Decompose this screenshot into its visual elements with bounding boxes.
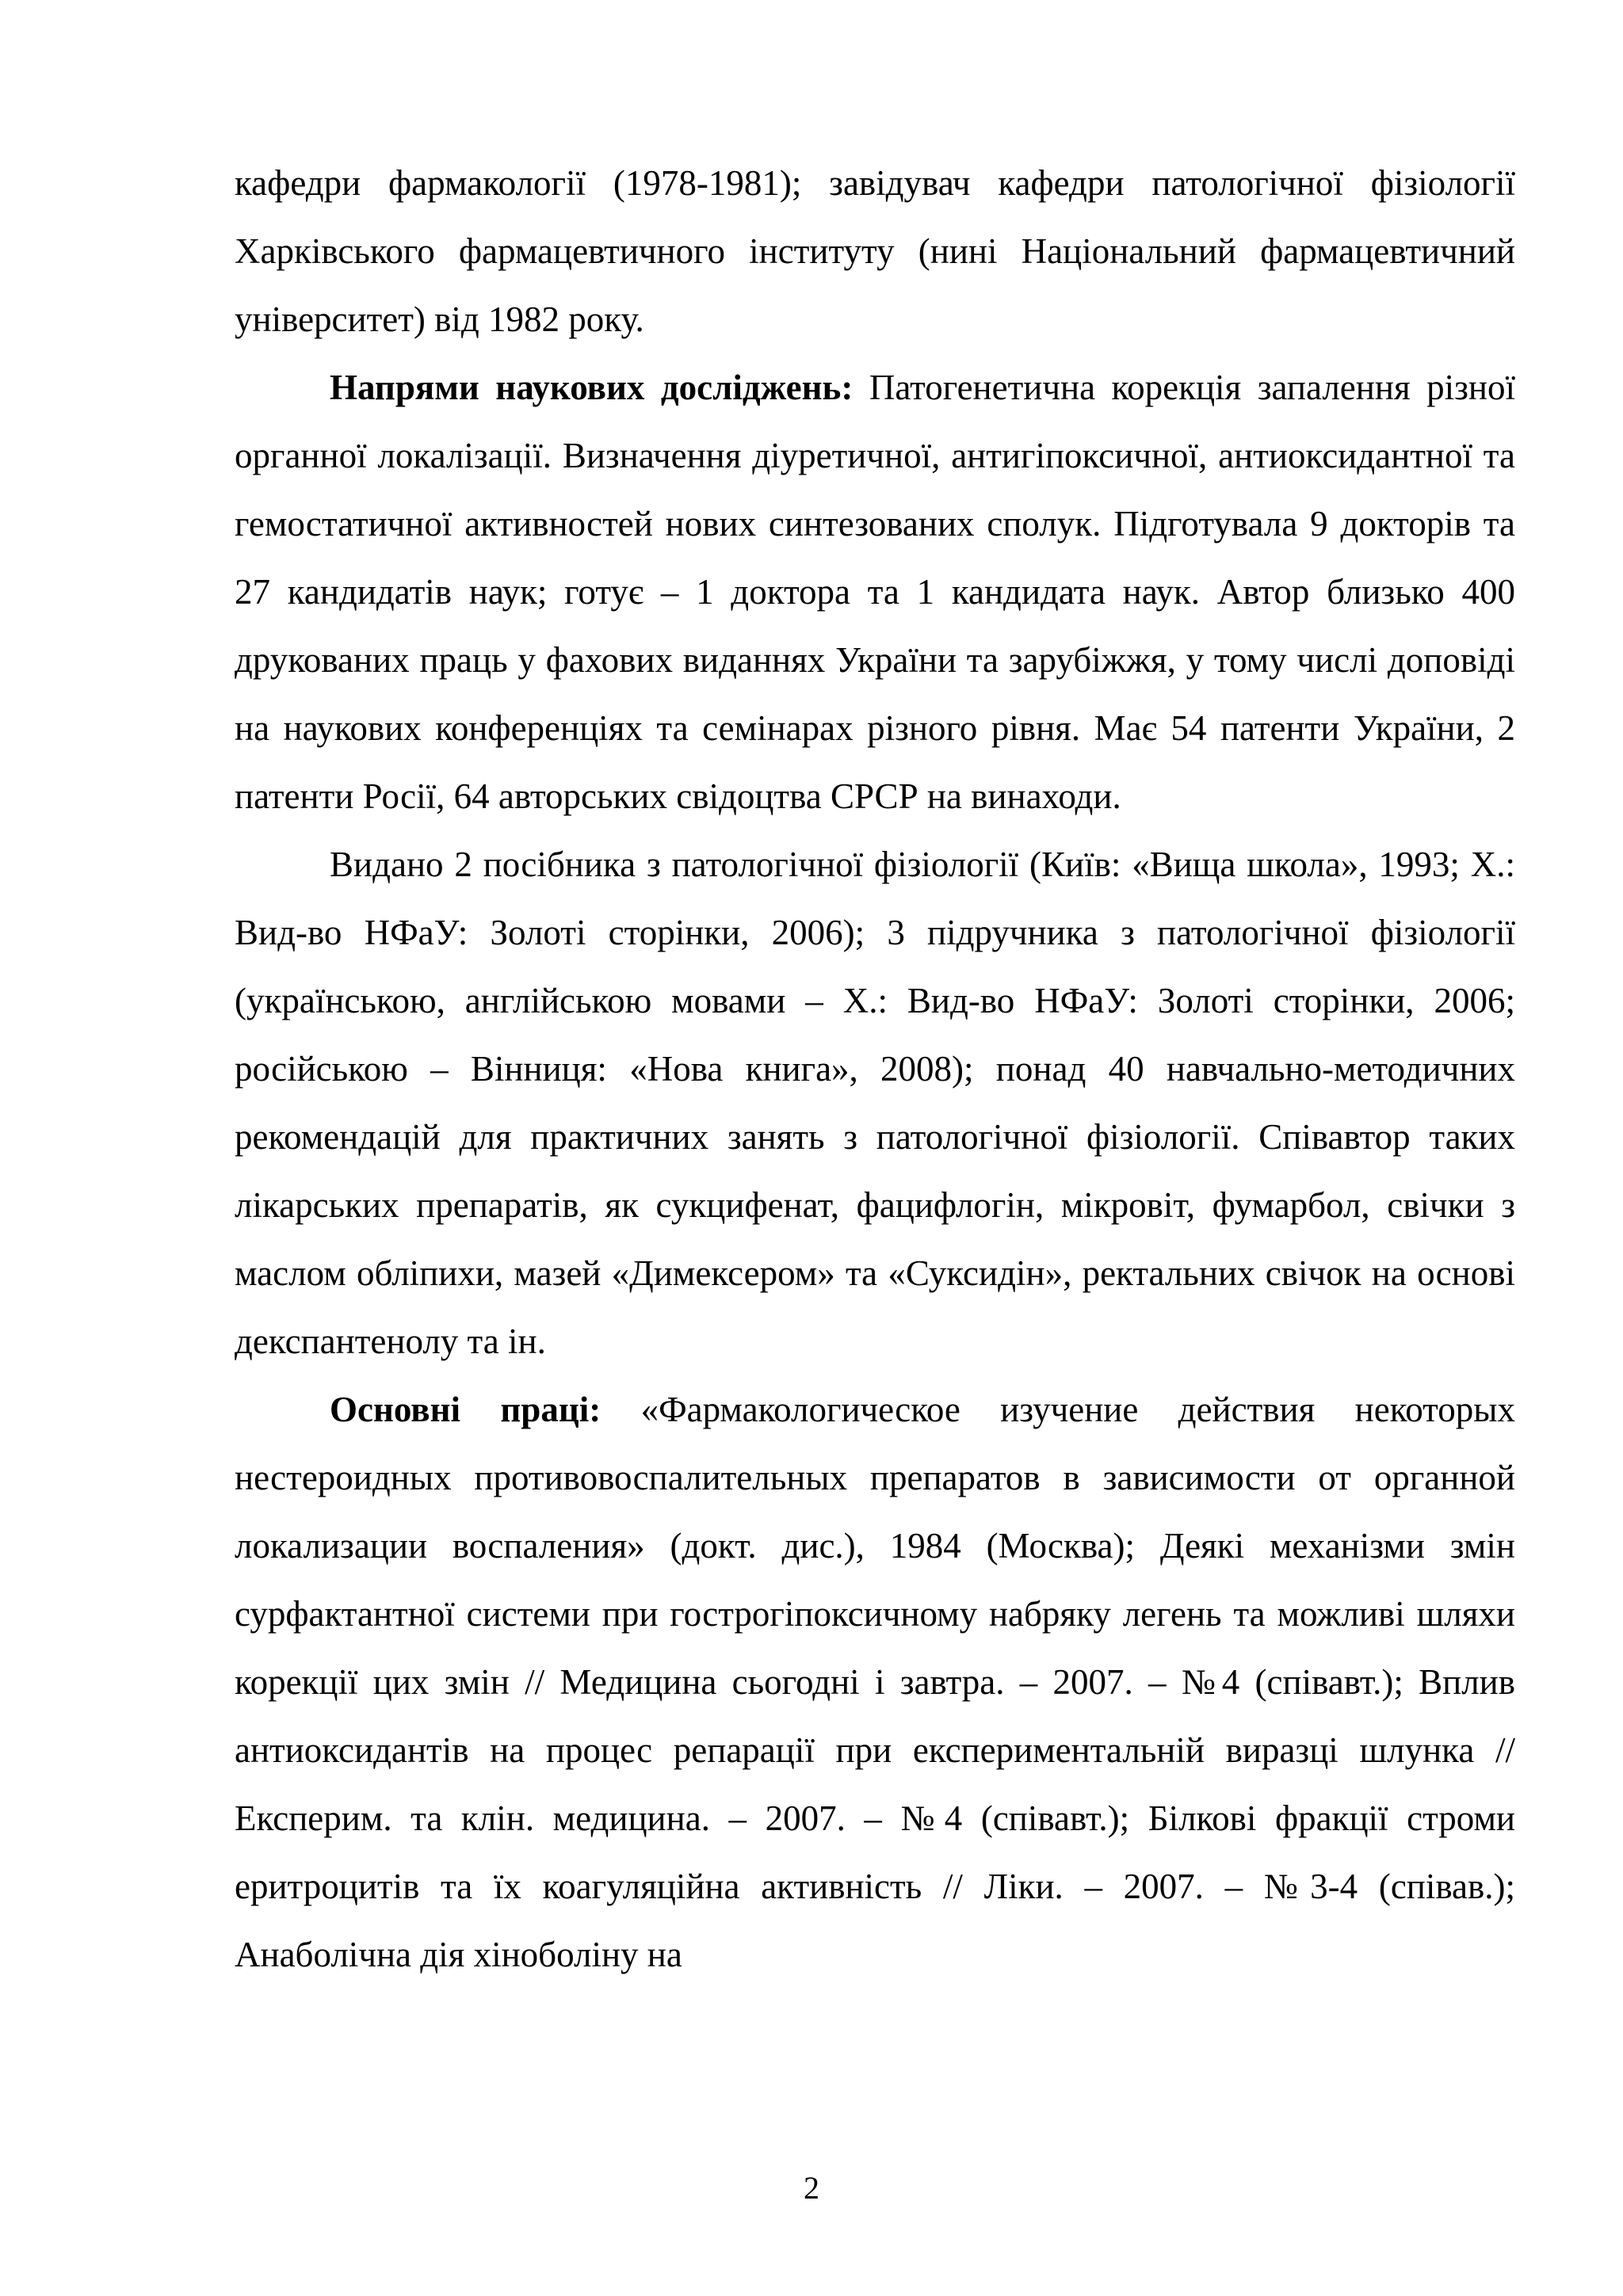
main-works-text: «Фармакологическое изучение действия некоторых нестероидных противовоспалительных препаратов в зависимости от органной локализации воспаления» (докт. дис.), 1984 (Москва); Деякі механізми змін сурфактантної системи при гострогіпоксичному набряку легень та можливі шляхи корекції цих змін // Медицина сьогодні і завтра. – 2007. – №4 (співавт.); Вплив антиоксидантів на процес репарації при експериментальній виразці шлунка // Експерим. та клін. медицина. – 2007. – №4 (співавт.); Білкові фракції строми еритроцитів та їх коагуляційна активність // Ліки. – 2007. – №3-4 (співав.); Анаболічна дія хіноболіну на [235, 1390, 1515, 1974]
main-works-heading: Основні праці: [330, 1390, 601, 1429]
research-directions-text: Патогенетична корекція запалення різної органної локалізації. Визначення діуретичної, антигіпоксичної, антиоксидантної та гемостатичної активностей нових синтезованих сполук. Підготувала 9 докторів та 27 кандидатів наук; готує – 1 доктора та 1 кандидата наук. Автор близько 400 друкованих праць у фахових виданнях України та зарубіжжя, у тому числі доповіді на наукових конференціях та семінарах різного рівня. Має 54 патенти України, 2 патенти Росії, 64 авторських свідоцтва СРСР на винаходи. [235, 368, 1515, 816]
paragraph-research-directions [235, 353, 1515, 830]
paragraph-career [235, 149, 1515, 353]
paragraph-main-works [235, 1375, 1515, 1989]
body-text [235, 149, 1515, 1989]
page-number: 2 [804, 2170, 819, 2206]
paragraph-career-text: кафедри фармакології (1978-1981); завідувач кафедри патологічної фізіології Харківського фармацевтичного інституту (нині Національний фармацевтичний університет) від 1982 року. [235, 163, 1515, 339]
research-directions-heading: Напрями наукових досліджень: [330, 368, 854, 407]
paragraph-publications [235, 830, 1515, 1375]
publications-text: Видано 2 посібника з патологічної фізіології (Київ: «Вища школа», 1993; Х.: Вид-во НФаУ: Золоті сторінки, 2006); 3 підручника з патологічної фізіології (українською, англійською мовами – Х.: Вид-во НФаУ: Золоті сторінки, 2006; російською – Вінниця: «Нова книга», 2008); понад 40 навчально-методичних рекомендацій для практичних занять з патологічної фізіології. Співавтор таких лікарських препаратів, як сукцифенат, фацифлогін, мікровіт, фумарбол, свічки з маслом обліпихи, мазей «Димексером» та «Суксидін», ректальних свічок на основі декспантенолу та ін. [235, 845, 1515, 1361]
